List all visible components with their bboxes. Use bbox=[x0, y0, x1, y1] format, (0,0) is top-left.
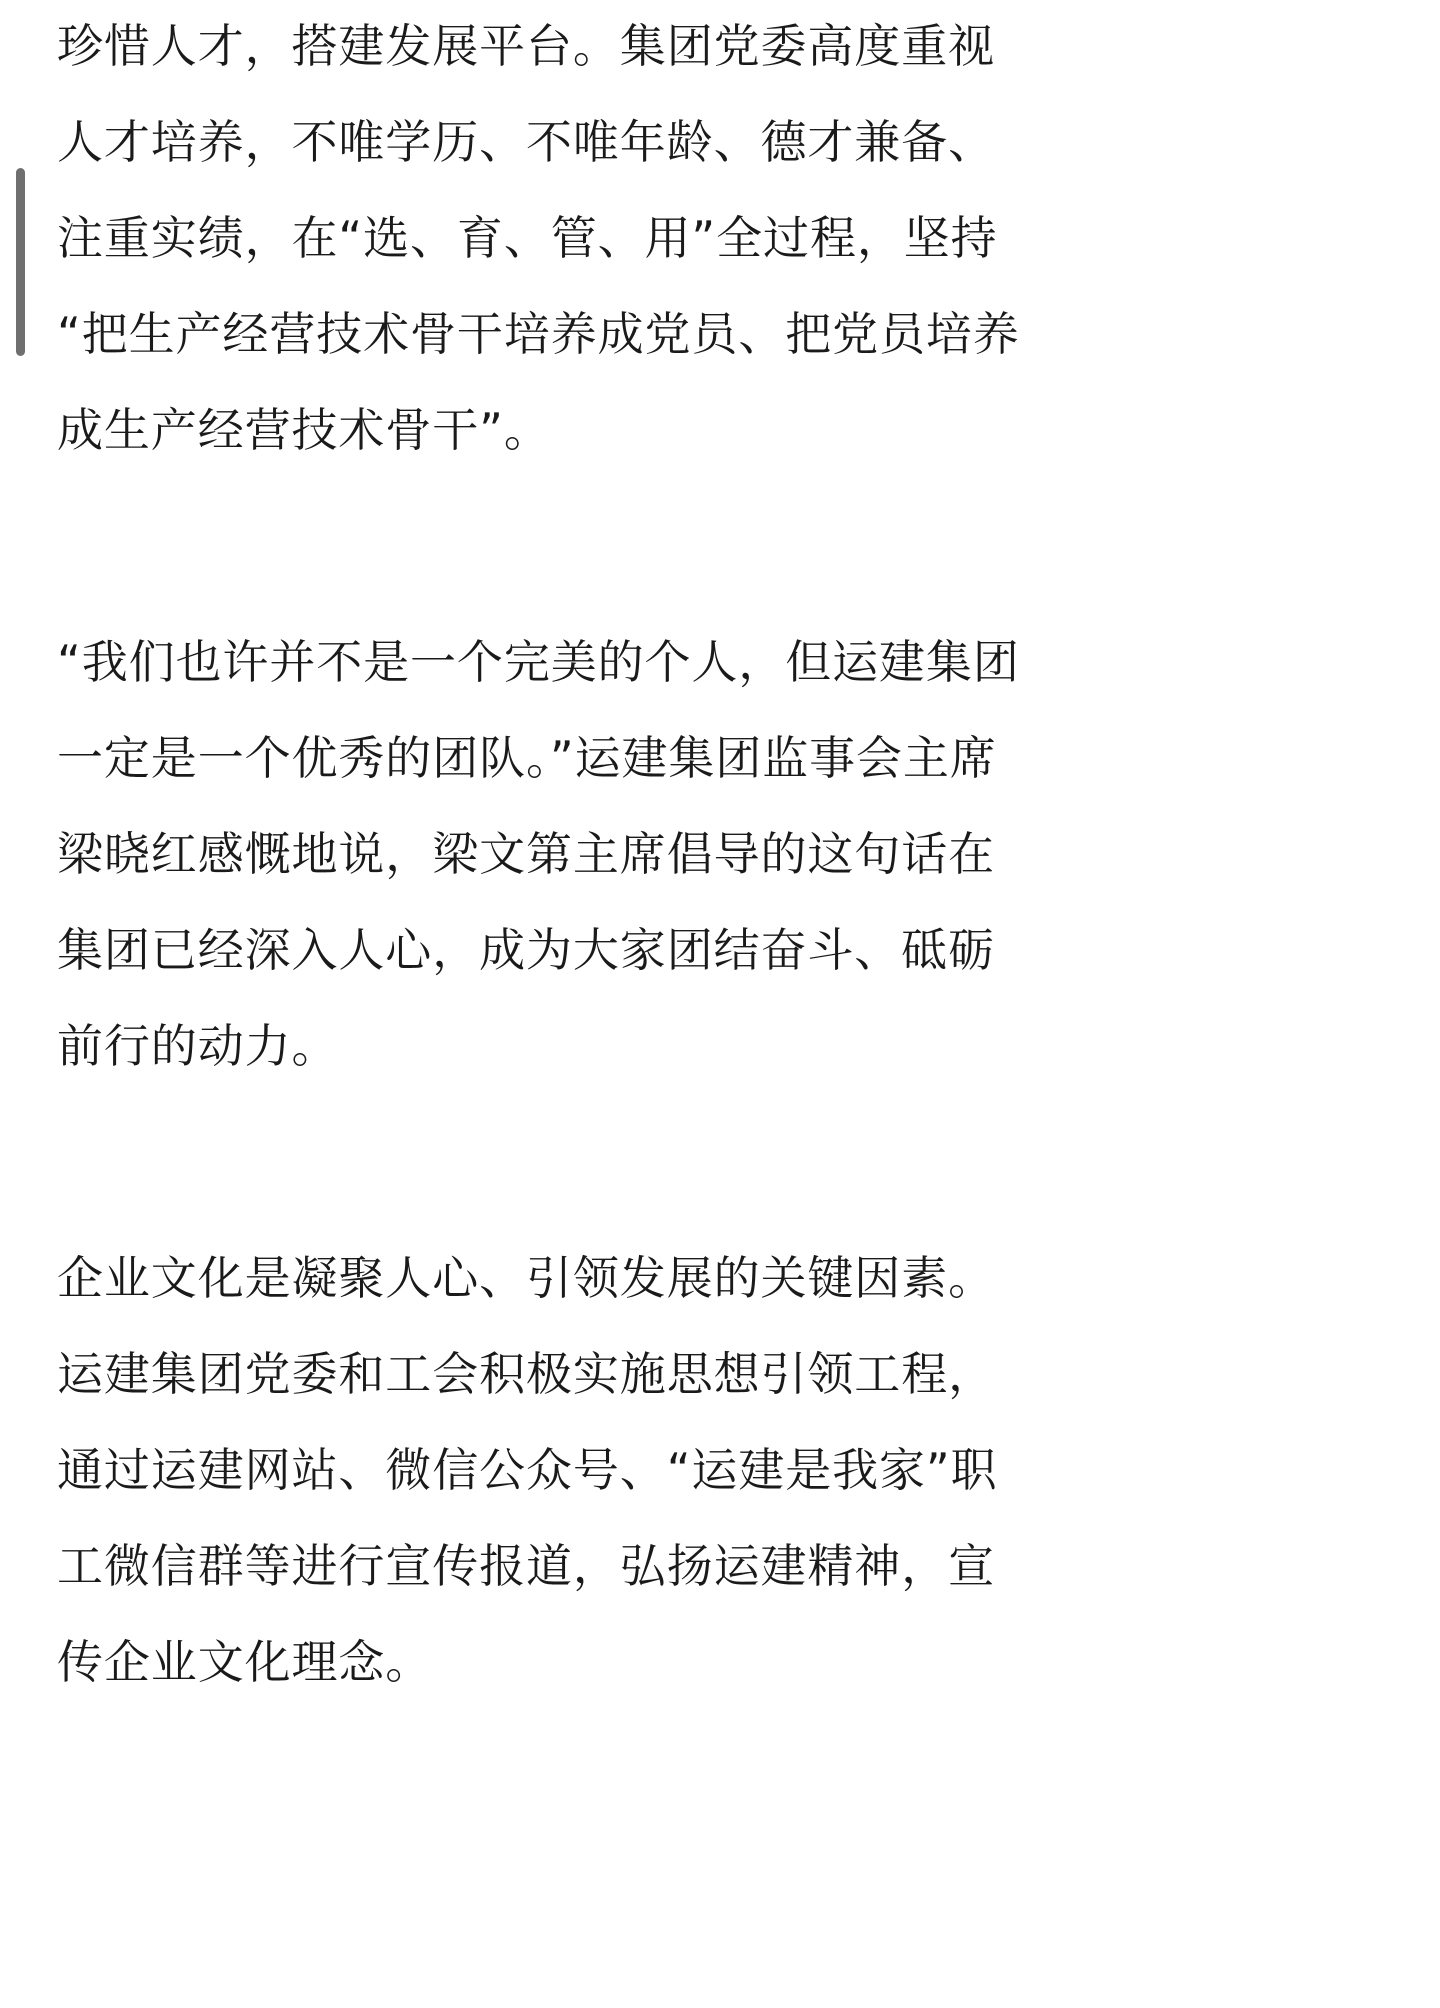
text-line: 人才培养，不唯学历、不唯年龄、德才兼备、 bbox=[57, 115, 995, 169]
text-line: 传企业文化理念。 bbox=[57, 1635, 433, 1689]
paragraph-talent bbox=[57, 0, 1087, 478]
text-line: “我们也许并不是一个完美的个人，但运建集团 bbox=[57, 635, 1020, 689]
paragraph-team-quote bbox=[57, 614, 1087, 1094]
text-line: 集团已经深入人心，成为大家团结奋斗、砥砺 bbox=[57, 923, 995, 977]
text-line: 成生产经营技术骨干”。 bbox=[57, 403, 551, 457]
text-line: 注重实绩，在“选、育、管、用”全过程，坚持 bbox=[57, 211, 998, 265]
text-line: 企业文化是凝聚人心、引领发展的关键因素。 bbox=[57, 1251, 995, 1305]
text-line: “把生产经营技术骨干培养成党员、把党员培养 bbox=[57, 307, 1020, 361]
paragraph-spacer bbox=[57, 478, 1087, 574]
paragraph-spacer bbox=[57, 1094, 1087, 1190]
text-line: 一定是一个优秀的团队。”运建集团监事会主席 bbox=[57, 731, 997, 785]
text-line: 运建集团党委和工会积极实施思想引领工程， bbox=[57, 1347, 995, 1401]
article-body bbox=[57, 0, 1087, 1710]
paragraph-culture bbox=[57, 1230, 1087, 1710]
text-line: 工微信群等进行宣传报道，弘扬运建精神，宣 bbox=[57, 1539, 995, 1593]
text-line: 梁晓红感慨地说，梁文第主席倡导的这句话在 bbox=[57, 827, 995, 881]
text-line: 珍惜人才，搭建发展平台。集团党委高度重视 bbox=[57, 19, 995, 73]
text-line: 前行的动力。 bbox=[57, 1019, 339, 1073]
scrollbar-thumb[interactable] bbox=[16, 168, 25, 356]
text-line: 通过运建网站、微信公众号、“运建是我家”职 bbox=[57, 1443, 998, 1497]
